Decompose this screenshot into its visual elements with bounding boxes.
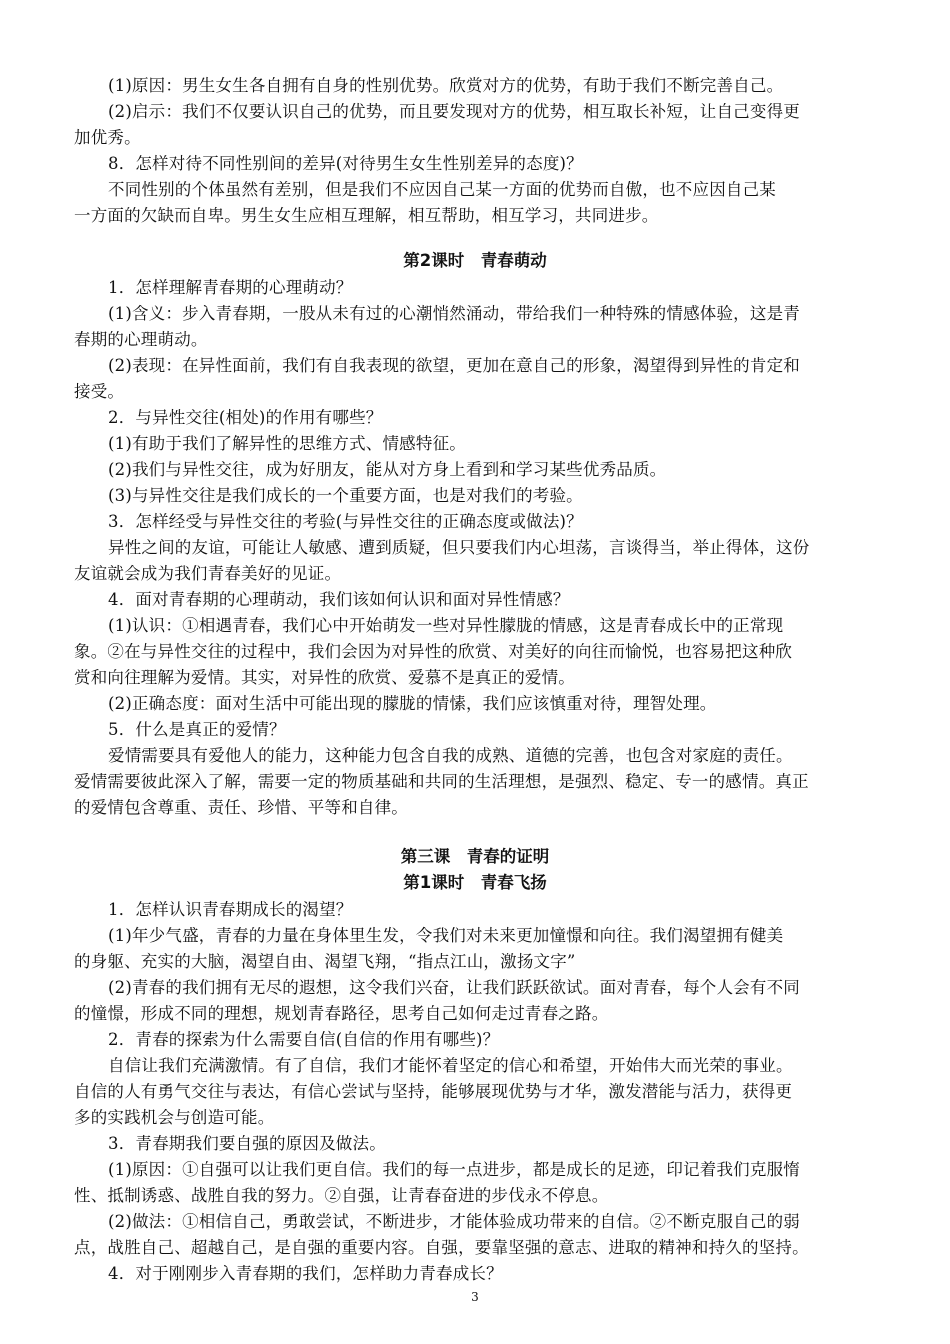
question-heading: 2．与异性交往(相处)的作用有哪些？ (108, 408, 383, 427)
text-line: (1)有助于我们了解异性的思维方式、情感特征。 (108, 434, 466, 453)
text-line: (2)做法：①相信自己，勇敢尝试，不断进步，才能体验成功带来的自信。②不断克服自己的弱 (108, 1212, 800, 1231)
text-line: 的憧憬，形成不同的理想，规划青春路径，思考自己如何走过青春之路。 (74, 1004, 609, 1023)
text-line: 的身躯、充实的大脑，渴望自由、渴望飞翔，“指点江山，激扬文字” (74, 952, 576, 971)
text-line: 性、抵制诱惑、战胜自我的努力。②自强，让青春奋进的步伐永不停息。 (74, 1186, 609, 1205)
text-line: 的爱情包含尊重、责任、珍惜、平等和自律。 (74, 798, 408, 817)
text-line: (2)我们与异性交往，成为好朋友，能从对方身上看到和学习某些优秀品质。 (108, 460, 667, 479)
text-line: 一方面的欠缺而自卑。男生女生应相互理解，相互帮助，相互学习，共同进步。 (74, 206, 659, 225)
text-line: 春期的心理萌动。 (74, 330, 208, 349)
page-number: 3 (471, 1290, 479, 1304)
text-line: 不同性别的个体虽然有差别，但是我们不应因自己某一方面的优势而自傲，也不应因自己某 (108, 180, 776, 199)
text-line: 点，战胜自己、超越自己，是自强的重要内容。自强，要靠坚强的意志、进取的精神和持久的坚持。 (74, 1238, 809, 1257)
question-heading: 5．什么是真正的爱情？ (108, 720, 286, 739)
text-line: 多的实践机会与创造可能。 (74, 1108, 275, 1127)
question-heading: 8．怎样对待不同性别间的差异(对待男生女生性别差异的态度)？ (108, 154, 583, 173)
text-line: (1)原因：①自强可以让我们更自信。我们的每一点进步，都是成长的足迹，印记着我们克服惰 (108, 1160, 800, 1179)
text-line: 加优秀。 (74, 128, 141, 147)
text-line: (2)启示：我们不仅要认识自己的优势，而且要发现对方的优势，相互取长补短，让自己变得更 (108, 102, 800, 121)
text-line: 自信让我们充满激情。有了自信，我们才能怀着坚定的信心和希望，开始伟大而光荣的事业。 (108, 1056, 793, 1075)
text-line: 友谊就会成为我们青春美好的见证。 (74, 564, 342, 583)
text-line: 爱情需要彼此深入了解，需要一定的物质基础和共同的生活理想，是强烈、稳定、专一的感情。真正 (74, 772, 809, 791)
text-line: (1)含义：步入青春期，一股从未有过的心潮悄然涌动，带给我们一种特殊的情感体验，这是青 (108, 304, 800, 323)
chapter-title: 第三课 青春的证明 (400, 847, 550, 866)
text-line: 接受。 (74, 382, 125, 401)
question-heading: 4．对于刚刚步入青春期的我们，怎样助力青春成长？ (108, 1264, 503, 1283)
question-heading: 3．怎样经受与异性交往的考验(与异性交往的正确态度或做法)？ (108, 512, 583, 531)
text-line: 爱情需要具有爱他人的能力，这种能力包含自我的成熟、道德的完善，也包含对家庭的责任。 (108, 746, 793, 765)
lesson-title: 第2课时 青春萌动 (403, 251, 547, 270)
text-line: (1)认识：①相遇青春，我们心中开始萌发一些对异性朦胧的情感，这是青春成长中的正常现 (108, 616, 784, 635)
lesson-title: 第1课时 青春飞扬 (403, 873, 547, 892)
text-line: (1)年少气盛，青春的力量在身体里生发，令我们对未来更加憧憬和向往。我们渴望拥有健美 (108, 926, 784, 945)
question-heading: 1．怎样理解青春期的心理萌动？ (108, 278, 353, 297)
question-heading: 3．青春期我们要自强的原因及做法。 (108, 1134, 386, 1153)
text-line: 异性之间的友谊，可能让人敏感、遭到质疑，但只要我们内心坦荡，言谈得当，举止得体，这份 (108, 538, 810, 557)
text-line: (2)表现：在异性面前，我们有自我表现的欲望，更加在意自己的形象，渴望得到异性的肯定和 (108, 356, 800, 375)
text-line: (3)与异性交往是我们成长的一个重要方面，也是对我们的考验。 (108, 486, 583, 505)
text-line: (2)正确态度：面对生活中可能出现的朦胧的情愫，我们应该慎重对待，理智处理。 (108, 694, 717, 713)
question-heading: 4．面对青春期的心理萌动，我们该如何认识和面对异性情感？ (108, 590, 570, 609)
question-heading: 1．怎样认识青春期成长的渴望？ (108, 900, 353, 919)
text-line: (1)原因：男生女生各自拥有自身的性别优势。欣赏对方的优势，有助于我们不断完善自己。 (108, 76, 784, 95)
text-line: (2)青春的我们拥有无尽的遐想，这令我们兴奋，让我们跃跃欲试。面对青春，每个人会有不同 (108, 978, 800, 997)
text-line: 象。②在与异性交往的过程中，我们会因为对异性的欣赏、对美好的向往而愉悦，也容易把这种欣 (74, 642, 793, 661)
question-heading: 2．青春的探索为什么需要自信(自信的作用有哪些)？ (108, 1030, 500, 1049)
text-line: 自信的人有勇气交往与表达，有信心尝试与坚持，能够展现优势与才华，激发潜能与活力，获得更 (74, 1082, 793, 1101)
text-line: 赏和向往理解为爱情。其实，对异性的欣赏、爱慕不是真正的爱情。 (74, 668, 575, 687)
